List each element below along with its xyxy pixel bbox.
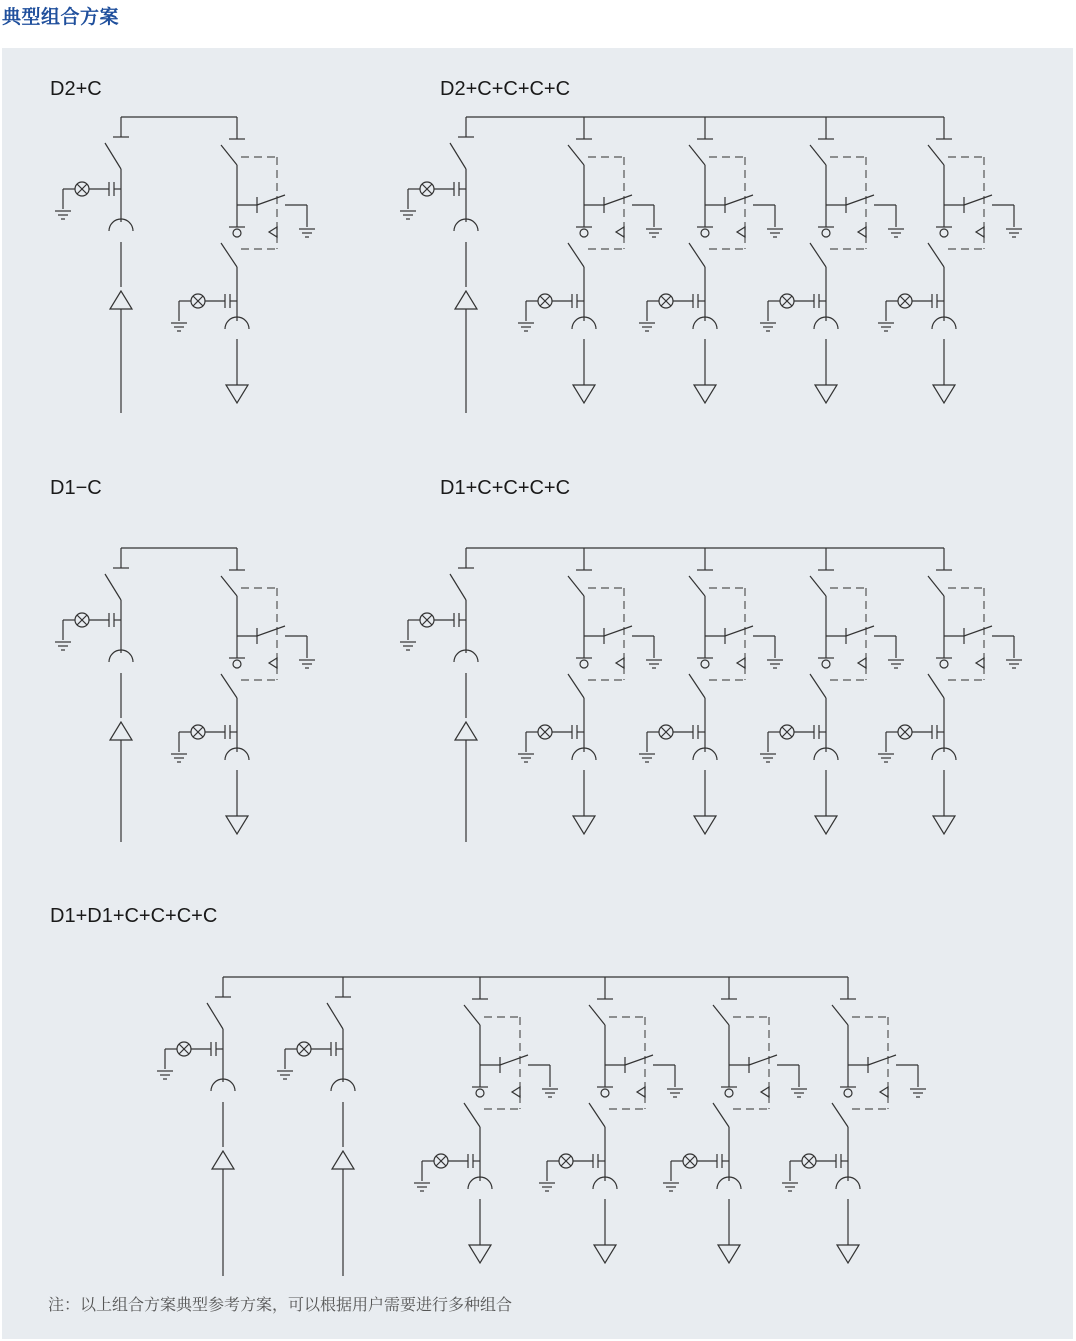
unit-c-feeder-s2-1 <box>518 117 662 403</box>
unit-c-feeder-s5-3 <box>663 977 807 1263</box>
unit-c-feeder-s5-4 <box>782 977 926 1263</box>
unit-c-feeder-s4-1 <box>518 548 662 834</box>
unit-c-feeder-s2-2 <box>639 117 783 403</box>
unit-d1-incoming-2 <box>400 548 478 842</box>
scheme-label-d1-c: D1−C <box>50 477 102 499</box>
unit-d1-incoming-b <box>277 977 355 1276</box>
unit-c-feeder-s5-2 <box>539 977 683 1263</box>
unit-c-feeder-s2-4 <box>878 117 1022 403</box>
footnote: 注：以上组合方案典型参考方案，可以根据用户需要进行多种组合 <box>48 1295 513 1314</box>
unit-d2-incoming <box>55 117 133 413</box>
unit-c-feeder-s3 <box>171 548 315 834</box>
unit-c-feeder-s2-3 <box>760 117 904 403</box>
unit-c-feeder-s5-1 <box>414 977 558 1263</box>
unit-c-feeder-s4-4 <box>878 548 1022 834</box>
unit-d2-incoming-2 <box>400 117 478 413</box>
unit-c-feeder-1 <box>171 117 315 403</box>
page-title: 典型组合方案 <box>2 6 120 28</box>
unit-c-feeder-s4-3 <box>760 548 904 834</box>
scheme-label-d2-c: D2+C <box>50 78 102 100</box>
unit-d1-incoming-a <box>157 977 235 1276</box>
unit-d1-incoming <box>55 548 133 842</box>
scheme-label-d2-cccc: D2+C+C+C+C <box>440 78 571 100</box>
unit-c-feeder-s4-2 <box>639 548 783 834</box>
scheme-label-d1d1-cccc: D1+D1+C+C+C+C <box>50 905 218 927</box>
scheme-label-d1-cccc: D1+C+C+C+C <box>440 477 571 499</box>
